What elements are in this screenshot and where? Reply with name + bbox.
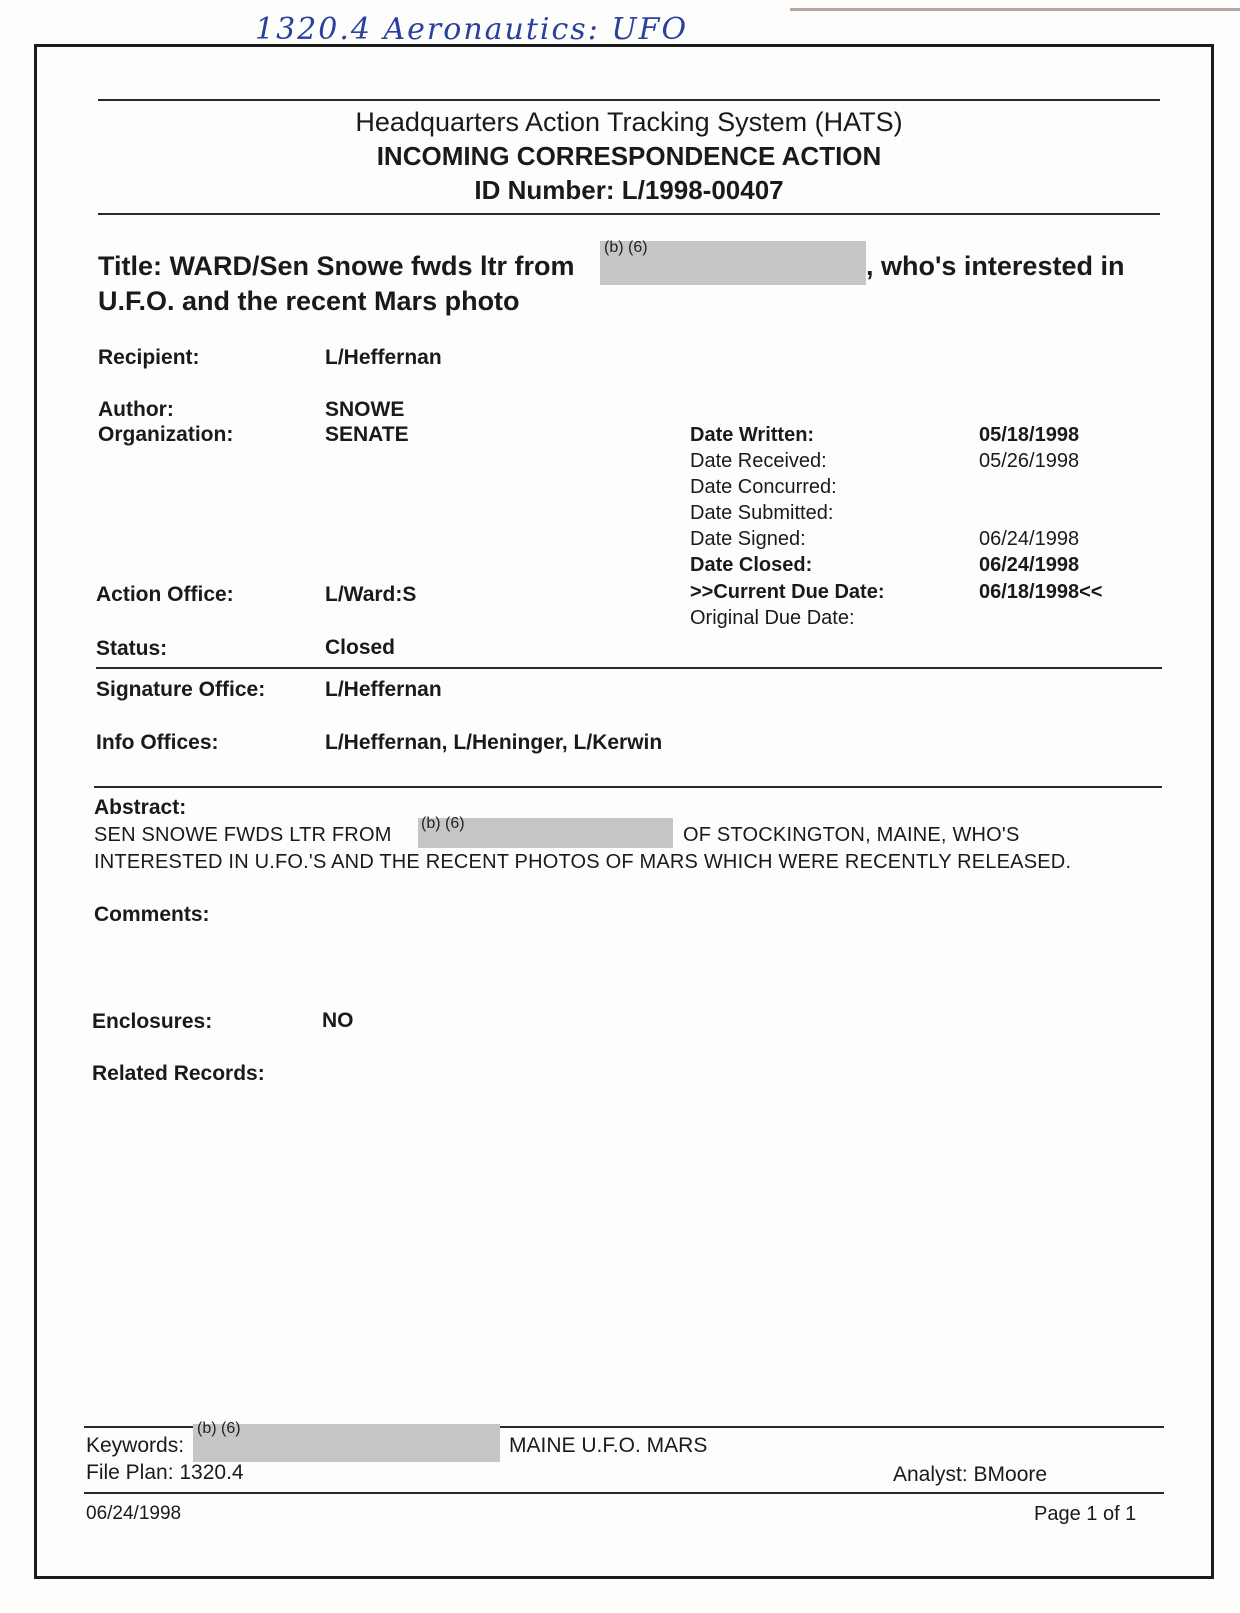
form-title: INCOMING CORRESPONDENCE ACTION <box>376 141 882 171</box>
page-number: Page 1 of 1 <box>1034 1503 1137 1525</box>
date-received-label: Date Received: <box>690 450 827 472</box>
keywords-label: Keywords: <box>86 1434 185 1457</box>
original-due-date-label: Original Due Date: <box>690 607 855 629</box>
abstract-redaction-code: (b) (6) <box>421 815 465 832</box>
signature-office-label: Signature Office: <box>96 678 266 701</box>
dates-block <box>690 424 1140 633</box>
date-closed-label: Date Closed: <box>690 554 813 576</box>
organization-value: SENATE <box>325 423 409 446</box>
abstract-rule <box>94 786 1162 788</box>
analyst: Analyst: BMoore <box>893 1463 1048 1486</box>
id-number: ID Number: L/1998-00407 <box>474 175 784 205</box>
recipient-label: Recipient: <box>98 346 200 369</box>
date-concurred-label: Date Concurred: <box>690 476 837 498</box>
status-label: Status: <box>96 637 168 660</box>
related-records-label: Related Records: <box>92 1062 265 1085</box>
keywords-redaction-code: (b) (6) <box>197 1420 241 1437</box>
footer-bottom-rule <box>84 1492 1164 1494</box>
title-suffix: , who's interested in <box>866 251 1125 281</box>
date-received-value: 05/26/1998 <box>979 450 1080 472</box>
action-office-value: L/Ward:S <box>325 583 417 606</box>
date-row <box>690 424 1140 450</box>
signature-office-value: L/Heffernan <box>325 678 442 701</box>
header-bottom-rule <box>98 213 1160 215</box>
date-submitted-label: Date Submitted: <box>690 502 834 524</box>
date-row <box>690 554 1140 581</box>
abstract-line-1-suffix: OF STOCKINGTON, MAINE, WHO'S <box>683 824 1020 846</box>
date-row <box>690 581 1140 607</box>
date-signed-value: 06/24/1998 <box>979 528 1080 550</box>
recipient-value: L/Heffernan <box>325 346 442 369</box>
enclosures-value: NO <box>322 1009 354 1032</box>
file-plan: File Plan: 1320.4 <box>86 1461 244 1484</box>
date-written-value: 05/18/1998 <box>979 424 1080 446</box>
current-due-date-label: >>Current Due Date: <box>690 581 885 603</box>
scan-mark <box>790 8 1240 11</box>
abstract-line-1-prefix: SEN SNOWE FWDS LTR FROM <box>94 824 392 846</box>
date-row <box>690 528 1140 554</box>
current-due-date-value: 06/18/1998<< <box>979 581 1103 603</box>
title-prefix: Title: WARD/Sen Snowe fwds ltr from <box>98 251 575 281</box>
title-redaction-code: (b) (6) <box>604 239 648 256</box>
date-signed-label: Date Signed: <box>690 528 806 550</box>
keywords-value: MAINE U.F.O. MARS <box>509 1434 708 1457</box>
info-offices-value: L/Heffernan, L/Heninger, L/Kerwin <box>325 731 663 754</box>
enclosures-label: Enclosures: <box>92 1010 213 1033</box>
status-value: Closed <box>325 636 396 659</box>
date-row <box>690 607 1140 633</box>
author-value: SNOWE <box>325 398 405 421</box>
handwritten-note: 1320.4 Aeronautics: UFO <box>255 12 689 47</box>
footer-date: 06/24/1998 <box>86 1503 182 1524</box>
organization-label: Organization: <box>98 423 234 446</box>
date-closed-value: 06/24/1998 <box>979 554 1080 576</box>
action-office-label: Action Office: <box>96 583 234 606</box>
abstract-line-2: INTERESTED IN U.FO.'S AND THE RECENT PHOTOS OF MARS WHICH WERE RECENTLY RELEASED. <box>94 851 1072 873</box>
header-top-rule <box>98 99 1160 101</box>
author-label: Author: <box>98 398 174 421</box>
date-row <box>690 502 1140 528</box>
comments-label: Comments: <box>94 903 210 926</box>
info-offices-label: Info Offices: <box>96 731 219 754</box>
date-written-label: Date Written: <box>690 424 815 446</box>
system-name: Headquarters Action Tracking System (HATS) <box>355 107 903 137</box>
abstract-label: Abstract: <box>94 796 187 819</box>
date-row <box>690 476 1140 502</box>
status-rule <box>96 667 1162 669</box>
title-line-2: U.F.O. and the recent Mars photo <box>98 286 520 316</box>
date-row <box>690 450 1140 476</box>
